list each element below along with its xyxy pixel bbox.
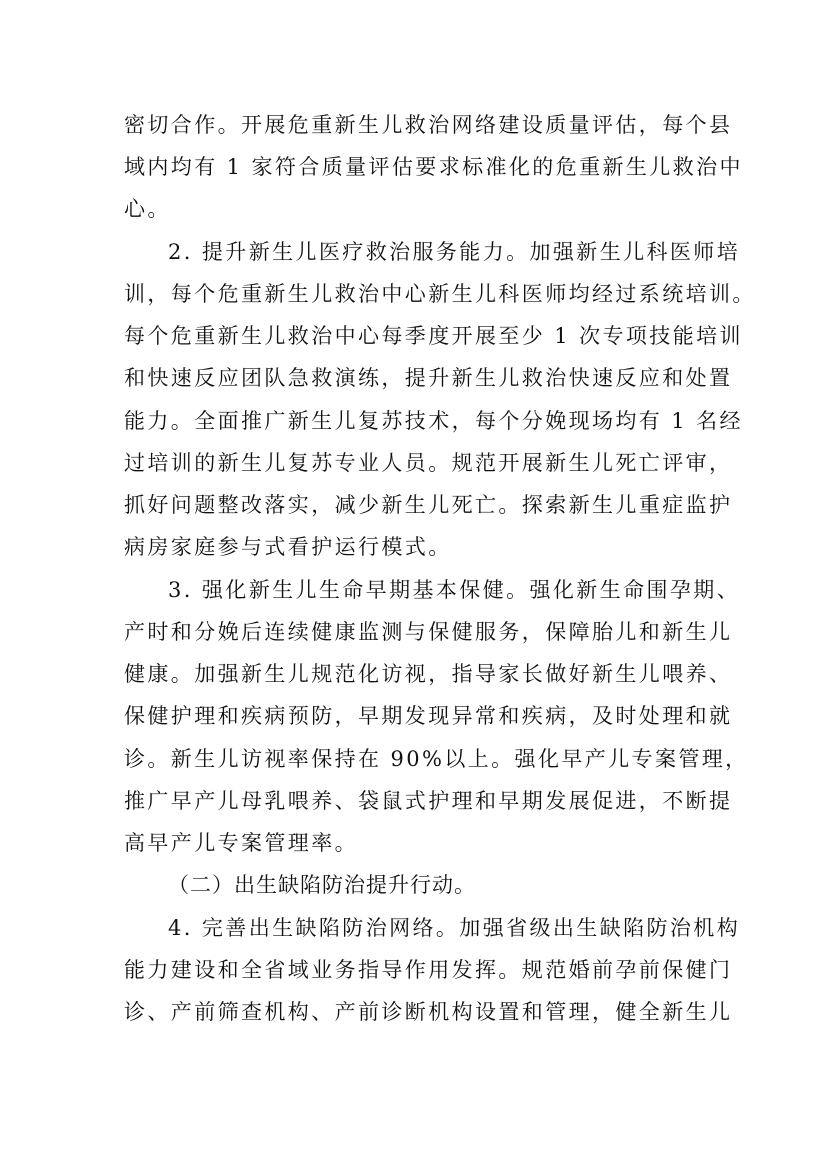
text-line: 过培训的新生儿复苏专业人员。规范开展新生儿死亡评审，: [124, 451, 733, 475]
paragraph-start-line: 3. 强化新生儿生命早期基本保健。强化新生命围孕期、: [168, 578, 741, 602]
text-line: 每个危重新生儿救治中心每季度开展至少 1 次专项技能培训: [124, 324, 743, 348]
text-line: 推广早产儿母乳喂养、袋鼠式护理和早期发展促进，不断提: [124, 789, 733, 813]
text-line: 密切合作。开展危重新生儿救治网络建设质量评估，每个县: [124, 113, 733, 137]
text-line: 保健护理和疾病预防，早期发现异常和疾病，及时处理和就: [124, 704, 733, 728]
text-line: 抓好问题整改落实，减少新生儿死亡。探索新生儿重症监护: [124, 493, 733, 517]
text-line: 健康。加强新生儿规范化访视，指导家长做好新生儿喂养、: [124, 662, 733, 686]
text-line: 病房家庭参与式看护运行模式。: [124, 535, 452, 559]
paragraph-start-line: 4. 完善出生缺陷防治网络。加强省级出生缺陷防治机构: [168, 916, 741, 940]
section-heading: （二）出生缺陷防治提升行动。: [168, 873, 476, 897]
text-line: 能力。全面推广新生儿复苏技术，每个分娩现场均有 1 名经: [124, 409, 743, 433]
text-line: 能力建设和全省域业务指导作用发挥。规范婚前孕前保健门: [124, 958, 733, 982]
text-line: 和快速反应团队急救演练，提升新生儿救治快速反应和处置: [124, 366, 733, 390]
text-line: 产时和分娩后连续健康监测与保健服务，保障胎儿和新生儿: [124, 620, 733, 644]
text-line: 心。: [124, 197, 171, 221]
text-line: 诊、产前筛查机构、产前诊断机构设置和管理，健全新生儿: [124, 1000, 733, 1024]
text-line: 诊。新生儿访视率保持在 90%以上。强化早产儿专案管理，: [124, 747, 749, 771]
paragraph-start-line: 2. 提升新生儿医疗救治服务能力。加强新生儿科医师培: [168, 240, 741, 264]
text-line: 域内均有 1 家符合质量评估要求标准化的危重新生儿救治中: [124, 155, 743, 179]
text-line: 高早产儿专案管理率。: [124, 831, 358, 855]
text-line: 训，每个危重新生儿救治中心新生儿科医师均经过系统培训。: [124, 282, 756, 306]
